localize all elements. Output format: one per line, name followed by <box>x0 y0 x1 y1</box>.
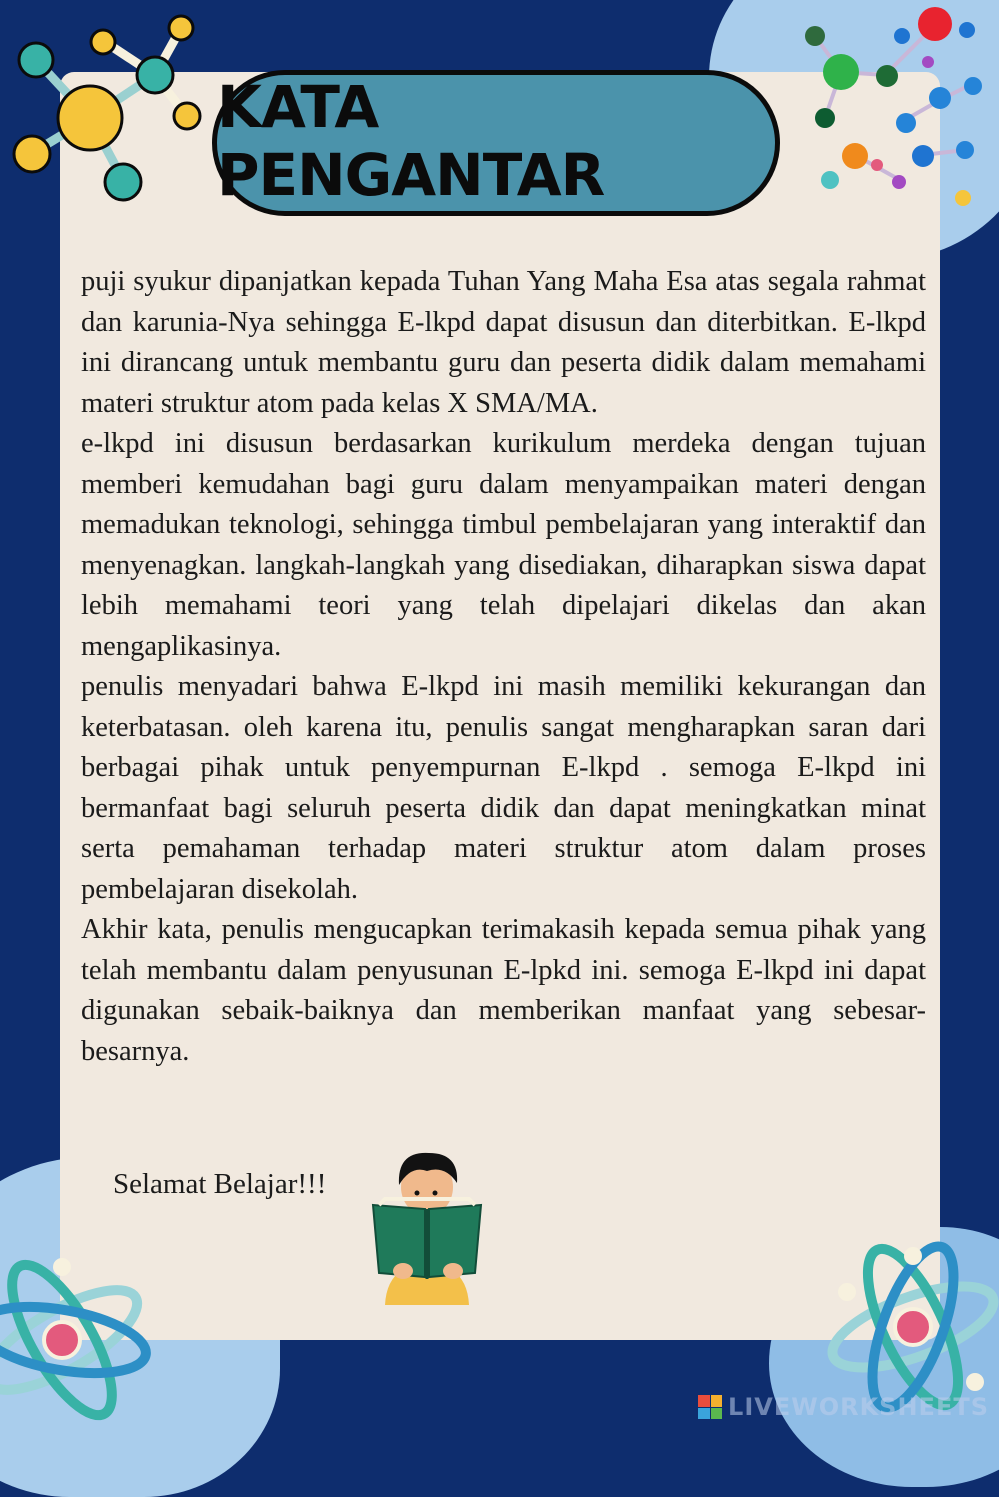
paragraph-3: penulis menyadari bahwa E-lkpd ini masih memiliki kekurangan dan keterbatasan. oleh karena itu, penulis sangat mengharapkan saran dari berbagai pihak untuk penyempurnan E-lkpd . semoga E-lkpd ini bermanfaat bagi seluruh peserta didik dan dapat meningkatkan minat serta pemahaman terhadap materi struktur atom dalam proses pembelajaran disekolah. <box>81 671 926 905</box>
paragraph-1: puji syukur dipanjatkan kepada Tuhan Yang Maha Esa atas segala rahmat dan karunia-Nya sehingga E-lkpd dapat disusun dan diterbitkan. E-lkpd ini dirancang untuk membantu guru dan peserta didik dalam memahami materi struktur atom pada kelas X SMA/MA. <box>81 266 926 419</box>
paragraph-2: e-lkpd ini disusun berdasarkan kurikulum merdeka dengan tujuan memberi kemudahan bagi guru dalam menyampaikan materi dengan memadukan teknologi, sehingga timbul pembelajaran yang interaktif dan menyenagkan. langkah-langkah yang disediakan, diharapkan siswa dapat lebih memahami teori yang telah dipelajari dikelas dan akan mengaplikasinya. <box>81 428 926 662</box>
paragraph-4: Akhir kata, penulis mengucapkan terimakasih kepada semua pihak yang telah membantu dalam penyusunan E-lpkd ini. semoga E-lkpd ini dapat digunakan sebaik-baiknya dan memberikan manfaat yang sebesar-besarnya. <box>81 914 926 1067</box>
student-reading-icon <box>365 1145 490 1320</box>
molecule-icon <box>0 0 215 215</box>
watermark <box>698 1393 989 1421</box>
body-text <box>81 262 926 1072</box>
closing-text: Selamat Belajar!!! <box>113 1168 327 1200</box>
title-banner <box>212 70 780 216</box>
page-title: KATA PENGANTAR <box>217 73 605 209</box>
molecule-cluster-icon <box>795 0 999 215</box>
watermark-text: LIVEWORKSHEETS <box>728 1393 989 1421</box>
atom-icon <box>0 1245 160 1427</box>
liveworksheets-logo-icon <box>698 1395 722 1419</box>
